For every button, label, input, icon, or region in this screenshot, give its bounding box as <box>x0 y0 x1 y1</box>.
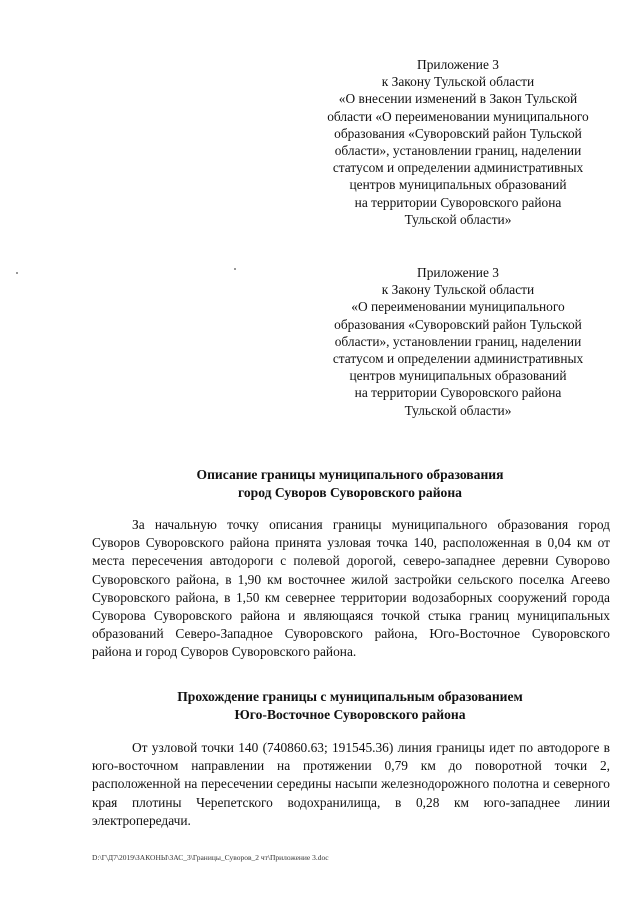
appendix-line: Тульской области» <box>404 402 512 418</box>
scan-speck <box>16 272 18 274</box>
section-heading-boundary-description <box>80 466 620 502</box>
heading-line: Прохождение границы с муниципальным образованием <box>177 689 523 704</box>
appendix-header-amendment <box>308 56 608 228</box>
boundary-route-paragraph: От узловой точки 140 (740860.63; 191545.36) линия границы идет по автодороге в юго-восточном направлении на протяжении 0,79 км до поворотной точки 2, расположенной на пересечении середины насыпи железнодорожного полотна и северного края плотины Черепетского водохранилища, в 0,28 км юго-западнее линии электропередачи. <box>92 740 610 828</box>
appendix-line: области», установлении границ, наделении <box>334 143 582 159</box>
appendix-line: Приложение 3 <box>417 265 499 280</box>
appendix-line: образования «Суворовский район Тульской <box>334 316 582 332</box>
appendix-line: области», установлении границ, наделении <box>334 333 582 349</box>
appendix-line: центров муниципальных образований <box>349 177 567 193</box>
scan-speck <box>234 268 236 270</box>
file-path-footer: D:\Г\Д7\2019\ЗАКОНЫ\ЗАС_3\Границы_Суворов_2 чт\Приложение 3.doc <box>92 853 329 862</box>
appendix-line: на территории Суворовского района <box>354 385 562 401</box>
appendix-line: образования «Суворовский район Тульской <box>334 125 582 141</box>
appendix-line: к Закону Тульской области <box>381 74 535 90</box>
section-heading-boundary-passage <box>80 688 620 724</box>
appendix-line: «О внесении изменений в Закон Тульской <box>338 91 578 107</box>
appendix-line: «О переименовании муниципального <box>351 299 565 315</box>
heading-line: Описание границы муниципального образования <box>196 467 504 482</box>
appendix-line: Приложение 3 <box>417 57 499 72</box>
appendix-line: области «О переименовании муниципального <box>327 108 589 124</box>
appendix-line: Тульской области» <box>404 211 512 227</box>
appendix-line: к Закону Тульской области <box>381 282 535 298</box>
appendix-header-original <box>308 264 608 419</box>
starting-point-paragraph: За начальную точку описания границы муниципального образования город Суворов Суворовского района принята узловая точка 140, расположенная в 0,04 км от места пересечения автодороги с полевой дорогой, северо-западнее деревни Суворово Суворовского района, в 1,90 км восточнее жилой застройки сельского поселка Агеево Суворовского района, в 1,50 км севернее территории водозаборных сооружений города Суворова Суворовского района и являющаяся точкой стыка границ муниципальных образований Северо-Западное Суворовского района, Юго-Восточное Суворовского района и город Суворов Суворовского района. <box>92 517 610 660</box>
appendix-line: статусом и определении административных <box>332 160 584 176</box>
appendix-line: статусом и определении административных <box>332 351 584 367</box>
appendix-line: на территории Суворовского района <box>354 194 562 210</box>
heading-line: город Суворов Суворовского района <box>238 485 462 500</box>
heading-line: Юго-Восточное Суворовского района <box>234 707 466 722</box>
appendix-line: центров муниципальных образований <box>349 368 567 384</box>
